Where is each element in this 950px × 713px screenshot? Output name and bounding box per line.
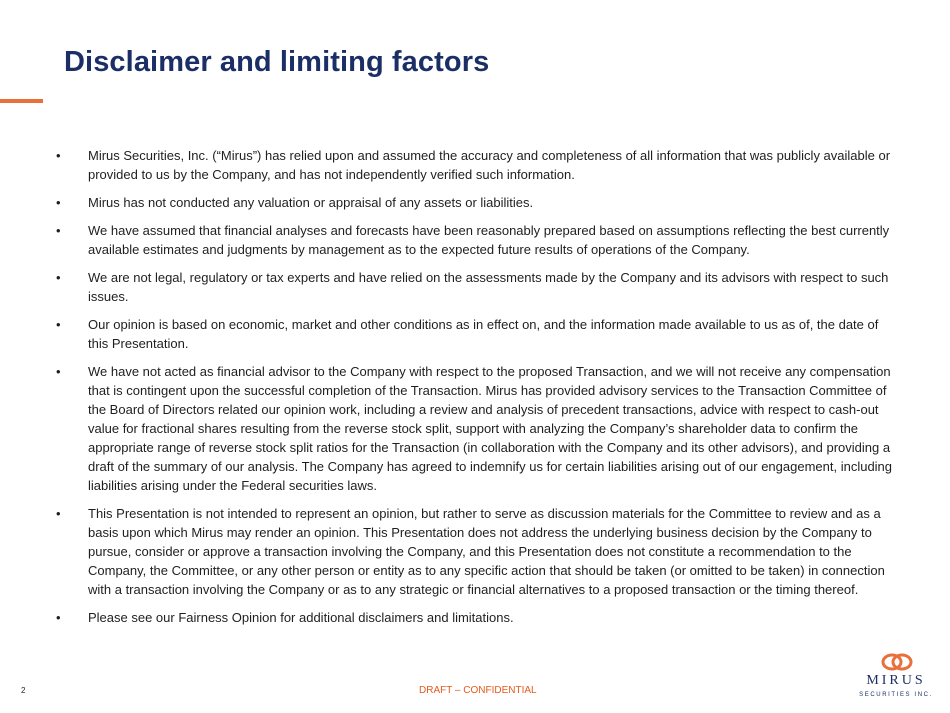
logo-subtitle: SECURITIES INC. bbox=[859, 692, 933, 698]
list-item bbox=[56, 608, 896, 627]
bullet-text: Our opinion is based on economic, market and other conditions as in effect on, and the information made available to us as of, the date of this Presentation. bbox=[88, 317, 879, 351]
bullet-dot: • bbox=[56, 610, 61, 625]
bullet-dot: • bbox=[56, 317, 61, 332]
page-title: Disclaimer and limiting factors bbox=[64, 46, 490, 78]
bullet-dot: • bbox=[56, 223, 61, 238]
list-item bbox=[56, 221, 896, 259]
bullet-text: We are not legal, regulatory or tax experts and have relied on the assessments made by the Company and its advisors with respect to such issues. bbox=[88, 270, 889, 304]
bullet-dot: • bbox=[56, 148, 61, 163]
logo-rings-icon bbox=[880, 652, 914, 672]
bullet-dot: • bbox=[56, 364, 61, 379]
bullet-text: Please see our Fairness Opinion for additional disclaimers and limitations. bbox=[88, 610, 514, 625]
bullet-text: Mirus Securities, Inc. (“Mirus”) has relied upon and assumed the accuracy and completeness of all information that was publicly available or provided to us by the Company, and has not independently verified such information. bbox=[88, 148, 891, 182]
list-item bbox=[56, 193, 896, 212]
bullet-text: Mirus has not conducted any valuation or appraisal of any assets or liabilities. bbox=[88, 195, 534, 210]
confidentiality-label: DRAFT – CONFIDENTIAL bbox=[419, 685, 537, 696]
title-accent-bar bbox=[0, 99, 43, 103]
mirus-logo bbox=[856, 652, 936, 704]
list-item bbox=[56, 315, 896, 353]
list-item bbox=[56, 504, 896, 599]
list-item bbox=[56, 268, 896, 306]
list-item bbox=[56, 146, 896, 184]
bullet-dot: • bbox=[56, 195, 61, 210]
page-number: 2 bbox=[21, 686, 26, 695]
bullet-text: This Presentation is not intended to represent an opinion, but rather to serve as discussion materials for the Committee to review and as a basis upon which Mirus may render an opinion. This Presentation does not address the underlying business decision by the Company to pursue, consider or approve a transaction involving the Company, and this Presentation does not constitute a recommendation to the Company, the Committee, or any other person or entity as to any specific action that should be taken (or omitted to be taken) in connection with a transaction involving the Company or as to any strategic or financial alternatives to a proposed transaction or the timing thereof. bbox=[88, 506, 885, 597]
bullet-text: We have assumed that financial analyses and forecasts have been reasonably prepared based on assumptions reflecting the best currently available estimates and judgments by management as to the expected future results of operations of the Company. bbox=[88, 223, 890, 257]
bullet-dot: • bbox=[56, 506, 61, 521]
bullet-text: We have not acted as financial advisor to the Company with respect to the proposed Transaction, and we will not receive any compensation that is contingent upon the successful completion of the Transaction. Mirus has provided advisory services to the Transaction Committee of the Board of Directors related our opinion work, including a review and analysis of precedent transactions, advice with respect to cash-out value for fractional shares resulting from the reverse stock split, support with analyzing the Company’s shareholder data to confirm the appropriate range of reverse stock split ratios for the Transaction (in collaboration with the Company and its other advisors), and providing a draft of the summary of our analysis. The Company has agreed to indemnify us for certain liabilities arising out of our engagement, including liabilities arising under the Federal securities laws. bbox=[88, 364, 893, 493]
bullet-dot: • bbox=[56, 270, 61, 285]
logo-wordmark: MIRUS bbox=[866, 673, 926, 688]
list-item bbox=[56, 362, 896, 495]
disclaimer-list bbox=[56, 146, 896, 636]
